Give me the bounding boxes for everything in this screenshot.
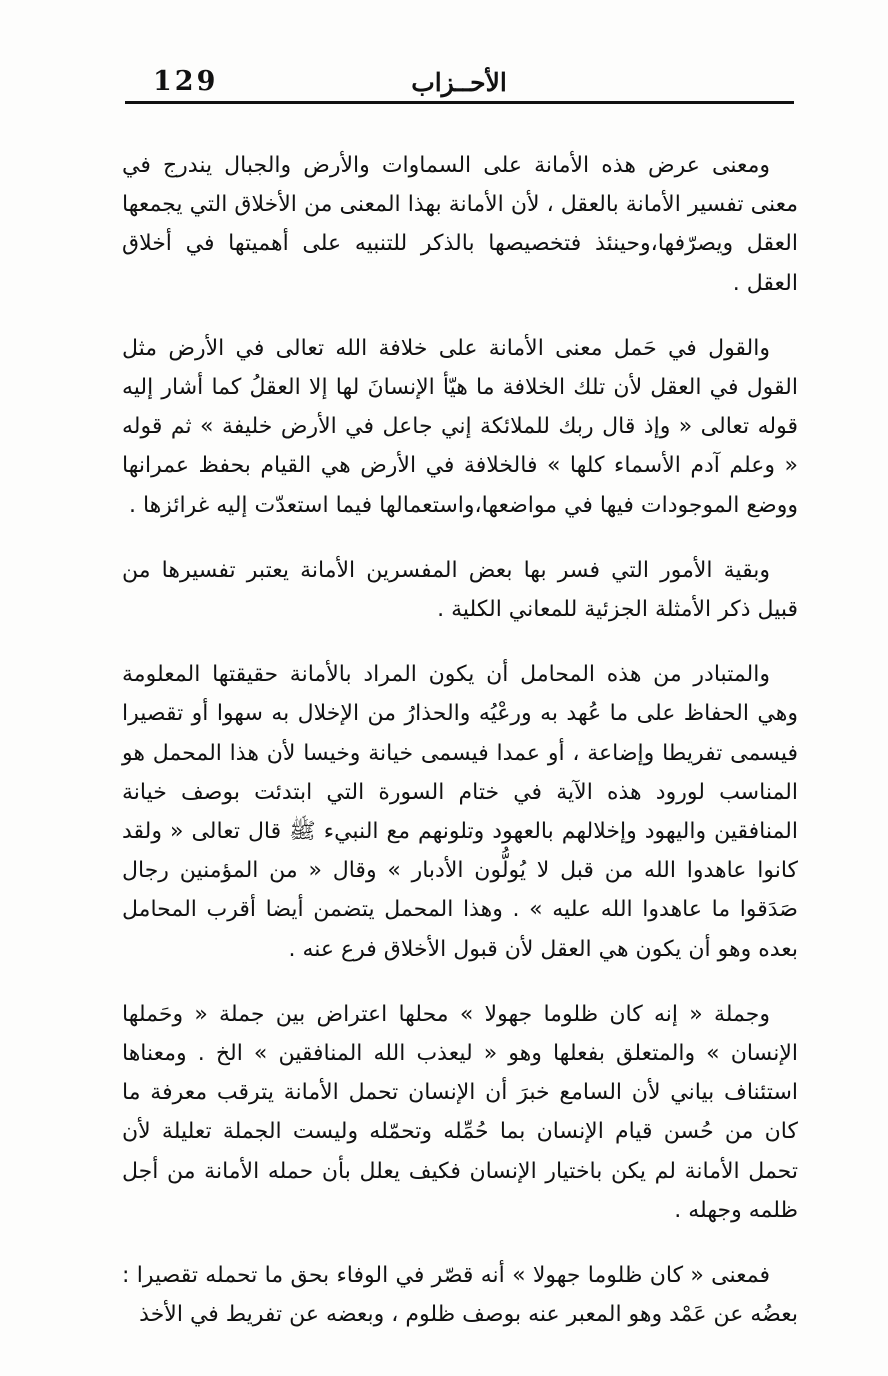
paragraph-6: فمعنى « كان ظلوما جهولا » أنه قصّر في الوفاء بحق ما تحمله تقصيرا : بعضُه عن عَمْد وهو المعبر عنه بوصف ظلوم ، وبعضه عن تفريط في الأخذ bbox=[122, 1263, 798, 1328]
running-title: الأحــزاب bbox=[411, 68, 507, 97]
paragraph-4: والمتبادر من هذه المحامل أن يكون المراد بالأمانة حقيقتها المعلومة وهي الحفاظ على ما عُهد به ورعْيُه والحذارُ من الإخلال به سهوا أو تقصيرا فيسمى تفريطا وإضاعة ، أو عمدا فيسمى خيانة وخيسا لأن هذا المحمل هو المناسب لورود هذه الآية في ختام السورة التي ابتدئت بوصف خيانة المنافقين واليهود وإخلالهم بالعهود وتلونهم مع النبيء ﷺ قال تعالى « ولقد كانوا عاهدوا الله من قبل لا يُولُّون الأدبار » وقال « من المؤمنين رجال صَدَقوا ما عاهدوا الله عليه » . وهذا المحمل يتضمن أيضا أقرب المحامل بعده وهو أن يكون هي العقل لأن قبول الأخلاق فرع عنه . bbox=[122, 662, 798, 962]
page-number: 129 bbox=[153, 66, 219, 97]
paragraph-5: وجملة « إنه كان ظلوما جهولا » محلها اعتراض بين جملة « وحَملها الإنسان » والمتعلق بفعلها وهو « ليعذب الله المنافقين » الخ . ومعناها استئناف بياني لأن السامع خبرَ أن الإنسان تحمل الأمانة يترقب معرفة ما كان من حُسن قيام الإنسان بما حُمِّله وتحمّله وليست الجملة تعليلة لأن تحمل الأمانة لم يكن باختيار الإنسان فكيف يعلل بأن حمله الأمانة من أجل ظلمه وجهله . bbox=[122, 1001, 798, 1223]
body-text bbox=[122, 146, 798, 1334]
page-header bbox=[125, 64, 793, 100]
header-divider bbox=[125, 101, 794, 104]
paragraph-2: والقول في حَمل معنى الأمانة على خلافة الله تعالى في الأرض مثل القول في العقل لأن تلك الخلافة ما هيّأ الإنسانَ لها إلا العقلُ كما أشار إليه قوله تعالى « وإذ قال ربك للملائكة إني جاعل في الأرض خليفة » ثم قوله « وعلم آدم الأسماء كلها » فالخلافة في الأرض هي القيام بحفظ عمرانها ووضع الموجودات فيها في مواضعها،واستعمالها فيما استعدّت إليه غرائزها . bbox=[122, 335, 798, 518]
paragraph-3: وبقية الأمور التي فسر بها بعض المفسرين الأمانة يعتبر تفسيرها من قبيل ذكر الأمثلة الجزئية للمعاني الكلية . bbox=[122, 557, 798, 623]
paragraph-1: ومعنى عرض هذه الأمانة على السماوات والأرض والجبال يندرج في معنى تفسير الأمانة بالعقل ، لأن الأمانة بهذا المعنى من الأخلاق التي يجمعها العقل ويصرّفها،وحينئذ فتخصيصها بالذكر للتنبيه على أهميتها في أخلاق العقل . bbox=[122, 153, 798, 296]
